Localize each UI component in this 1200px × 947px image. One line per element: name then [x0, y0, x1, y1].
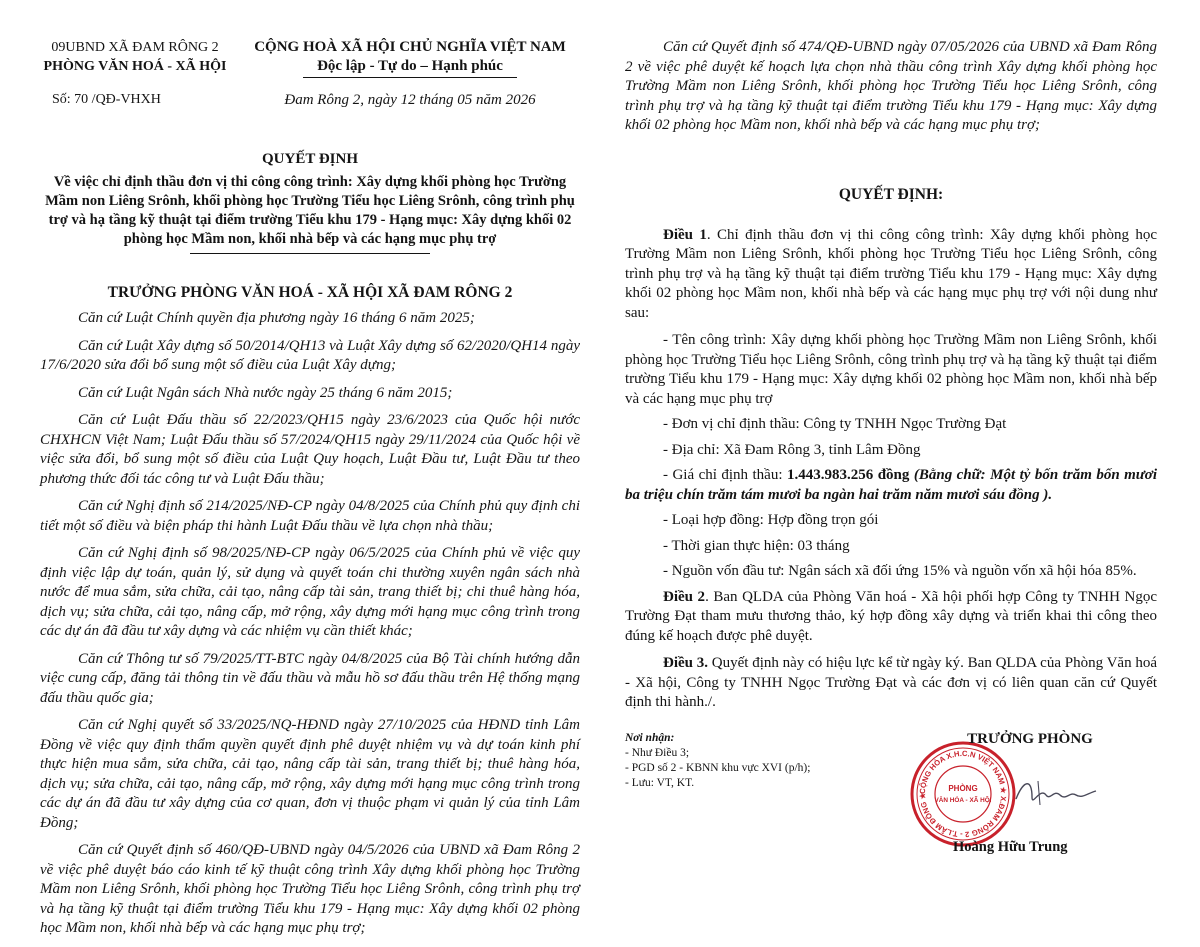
left-column: [40, 38, 580, 947]
legal-basis-item: Căn cứ Nghị quyết số 33/2025/NQ-HĐND ngày 27/10/2025 của HĐND tỉnh Lâm Đồng về việc quy định thẩm quyền quyết định phê duyệt nhiệm vụ và dự toán kinh phí thực hiện mua sắm, sửa chữa, cải tạo, nâng cấp tài sản, trang thiết bị; thuê hàng hóa, dịch vụ; sửa chữa, cải tạo, nâng cấp, mở rộng, xây dựng mới hạng mục công trình trong các dự án đã đầu tư xây dựng của cơ quan, đơn vị thuộc phạm vi quản lý của tỉnh Lâm Đồng;: [40, 717, 580, 831]
legal-basis-item: Căn cứ Quyết định số 474/QĐ-UBND ngày 07/05/2026 của UBND xã Đam Rông 2 về việc phê duyệt kế hoạch lựa chọn nhà thầu công trình Xây dựng khối phòng học Trường Mầm non Liêng Srônh, khối phòng học Trường Tiểu học Liêng Srônh, công trình phụ trợ và hạ tầng kỹ thuật tại điểm trường Tiểu khu 179 - Hạng mục: Xây dựng khối 02 phòng học Mầm non, khối nhà bếp và các hạng mục phụ trợ;: [625, 39, 1157, 133]
seal-line-2: VĂN HÓA - XÃ HỘI: [934, 796, 992, 804]
signature-graphic: [1010, 773, 1100, 813]
right-column: [625, 38, 1157, 871]
issuing-department: PHÒNG VĂN HOÁ - XÃ HỘI: [43, 59, 227, 74]
issuer-block: [40, 38, 230, 138]
recipients-block: [625, 731, 885, 791]
recipient-item: - PGD số 2 - KBNN khu vực XVI (p/h);: [625, 761, 811, 774]
price-in-words: (Bằng chữ: Một tỷ bốn trăm bốn mươi ba triệu chín trăm tám mươi ba ngàn hai trăm năm mươi sáu đồng ).: [625, 467, 1158, 503]
price-label: - Giá chỉ định thầu:: [663, 467, 787, 483]
document-subject: Về việc chỉ định thầu đơn vị thi công công trình: Xây dựng khối phòng học Trường Mầm non Liêng Srônh, khối phòng học Trường Tiểu học Liêng Srônh, công trình phụ trợ và hạ tầng kỹ thuật tại điểm trường Tiểu khu 179 - Hạng mục: Xây dựng khối 02 phòng học Mầm non, khối nhà bếp và các hạng mục phụ trợ: [45, 174, 575, 247]
article-3-text: Quyết định này có hiệu lực kể từ ngày ký. Ban QLDA của Phòng Văn hoá - Xã hội, Công ty TNHH Ngọc Trường Đạt và các đơn vị có liên quan căn cứ Quyết định thi hành./.: [625, 655, 1157, 710]
legal-basis-item: Căn cứ Luật Xây dựng số 50/2014/QH13 và Luật Xây dựng số 62/2020/QH14 ngày 17/6/2020 sửa đổi bổ sung một số điều của Luật Xây dựng;: [40, 337, 580, 373]
document-number: Số: 70 /QĐ-VHXH: [52, 92, 161, 107]
legal-basis-item: Căn cứ Luật Chính quyền địa phương ngày 16 tháng 6 năm 2025;: [78, 310, 475, 326]
article-1-text: . Chỉ định thầu đơn vị thi công công trình: Xây dựng khối phòng học Trường Mầm non Liêng Srônh, khối phòng học Trường Tiểu học Liêng Srônh, công trình phụ trợ và hạ tầng kỹ thuật tại điểm trường Tiểu khu 179 - Hạng mục: Xây dựng khối 02 phòng học Mầm non, khối nhà bếp và các hạng mục phụ trợ với nội dung như sau:: [625, 226, 1158, 321]
national-motto: Độc lập - Tự do – Hạnh phúc: [303, 57, 517, 78]
signer-block: [930, 731, 1130, 748]
issuing-authority: TRƯỞNG PHÒNG VĂN HOÁ - XÃ HỘI XÃ ĐAM RÔNG 2: [107, 284, 513, 301]
decision-heading: QUYẾT ĐỊNH:: [838, 185, 944, 203]
article-3: [625, 654, 1157, 713]
contractor-item: - Đơn vị chỉ định thầu: Công ty TNHH Ngọc Trường Đạt: [663, 416, 1007, 432]
duration-item: - Thời gian thực hiện: 03 tháng: [663, 537, 850, 554]
contract-type-item: - Loại hợp đồng: Hợp đồng trọn gói: [663, 512, 879, 528]
subject-underline: [190, 253, 430, 254]
address-item: - Địa chỉ: Xã Đam Rông 3, tỉnh Lâm Đồng: [663, 441, 921, 458]
article-1: [625, 226, 1157, 324]
handwritten-signature: [1010, 773, 1100, 813]
article-1-label: Điều 1: [663, 226, 707, 243]
price-item: [625, 466, 1157, 505]
legal-basis-item: Căn cứ Luật Ngân sách Nhà nước ngày 25 tháng 6 năm 2015;: [78, 384, 453, 401]
article-3-label: Điều 3.: [663, 655, 709, 671]
nation-title: CỘNG HOÀ XÃ HỘI CHỦ NGHĨA VIỆT NAM: [254, 39, 566, 55]
legal-basis-item: Căn cứ Quyết định số 460/QĐ-UBND ngày 04/5/2026 của UBND xã Đam Rông 2 về việc phê duyệt báo cáo kinh tế kỹ thuật công trình Xây dựng khối phòng học Trường Mầm non Liêng Srônh, khối phòng học Trường Tiểu học Liêng Srônh, công trình phụ trợ và hạ tầng kỹ thuật tại điểm trường Tiểu khu 179 - Hạng mục: Xây dựng khối 02 phòng học Mầm non, khối nhà bếp và các hạng mục phụ trợ;: [40, 842, 580, 936]
seal-graphic: [908, 739, 1018, 849]
signer-title: TRƯỞNG PHÒNG: [967, 730, 1093, 747]
recipients-label: Nơi nhận: [625, 731, 671, 744]
place-date-line: Đam Rông 2, ngày 12 tháng 05 năm 2026: [284, 92, 536, 108]
document-footer: [625, 731, 1157, 871]
legal-basis-item: Căn cứ Nghị định số 98/2025/NĐ-CP ngày 06/5/2025 của Chính phủ về việc quy định việc lập dự toán, quản lý, sử dụng và quyết toán chi thường xuyên ngân sách nhà nước để mua sắm, sửa chữa, cải tạo, nâng cấp tài sản, trang thiết bị; chi thuê hàng hóa, dịch vụ; sửa chữa, cải tạo, nâng cấp, mở rộng, xây dựng mới hạng mục công trình trong các dự án đã đầu tư xây dựng và các nhiệm vụ cần thiết khác;: [40, 545, 580, 639]
price-value: 1.443.983.256 đồng: [786, 467, 910, 483]
seal-ring-text: CỘNG HÒA X.H.C.N VIỆT NAM ★ X.ĐAM RÔNG 2 - T.LÂM ĐỒNG ★: [917, 748, 1009, 839]
article-2-text: . Ban QLDA của Phòng Văn hoá - Xã hội phối hợp Công ty TNHH Ngọc Trường Đạt tham mưu thương thảo, ký hợp đồng xây dựng và triển khai thi công theo đúng kế hoạch được phê duyệt.: [625, 588, 1157, 644]
document-title: QUYẾT ĐỊNH: [262, 151, 358, 167]
article-2-label: Điều 2: [663, 588, 706, 605]
seal-outer-ring: [912, 743, 1014, 845]
recipient-item: - Lưu: VT, KT.: [625, 776, 695, 789]
official-seal: [908, 739, 1018, 849]
recipient-item: - Như Điều 3;: [625, 746, 690, 759]
seal-center-ring: [935, 766, 991, 822]
project-name-item: - Tên công trình: Xây dựng khối phòng học Trường Mầm non Liêng Srônh, khối phòng học Trường Tiểu học Liêng Srônh, công trình phụ trợ và hạ tầng kỹ thuật tại điểm trường Tiểu khu 179 - Hạng mục: Xây dựng khối 02 phòng học Mầm non, khối nhà bếp và các hạng mục phụ trợ: [625, 332, 1157, 407]
funding-item: - Nguồn vốn đầu tư: Ngân sách xã đối ứng 15% và nguồn vốn xã hội hóa 85%.: [663, 563, 1137, 579]
legal-basis-item: Căn cứ Thông tư số 79/2025/TT-BTC ngày 04/8/2025 của Bộ Tài chính hướng dẫn việc cung cấp, đăng tải thông tin về đấu thầu và mẫu hồ sơ đấu thầu trên Hệ thống mạng đấu thầu quốc gia;: [40, 650, 580, 706]
recipients-heading: Nơi nhận:: [625, 731, 675, 744]
seal-line-1: PHÒNG: [948, 783, 978, 793]
legal-basis-item: Căn cứ Luật Đấu thầu số 22/2023/QH15 ngày 23/6/2023 của Quốc hội nước CHXHCN Việt Nam; Luật Đấu thầu số 57/2024/QH15 ngày 29/11/2024 của Quốc hội về việc sửa đổi, bổ sung một số điều của Luật Quy hoạch, Luật Đầu tư, Luật Đầu tư theo phương thức đối tác công tư và Luật Đấu thầu;: [40, 412, 580, 487]
signer-name: Hoàng Hữu Trung: [953, 838, 1068, 855]
document-header: [40, 38, 580, 138]
seal-inner-ring: [917, 748, 1009, 840]
national-title-block: [240, 38, 580, 138]
parent-agency: 09UBND XÃ ĐAM RÔNG 2: [51, 40, 219, 55]
article-2: [625, 588, 1157, 647]
legal-basis-item: Căn cứ Nghị định số 214/2025/NĐ-CP ngày 04/8/2025 của Chính phủ quy định chi tiết một số điều và biện pháp thi hành Luật Đấu thầu về lựa chọn nhà thầu;: [40, 498, 580, 534]
